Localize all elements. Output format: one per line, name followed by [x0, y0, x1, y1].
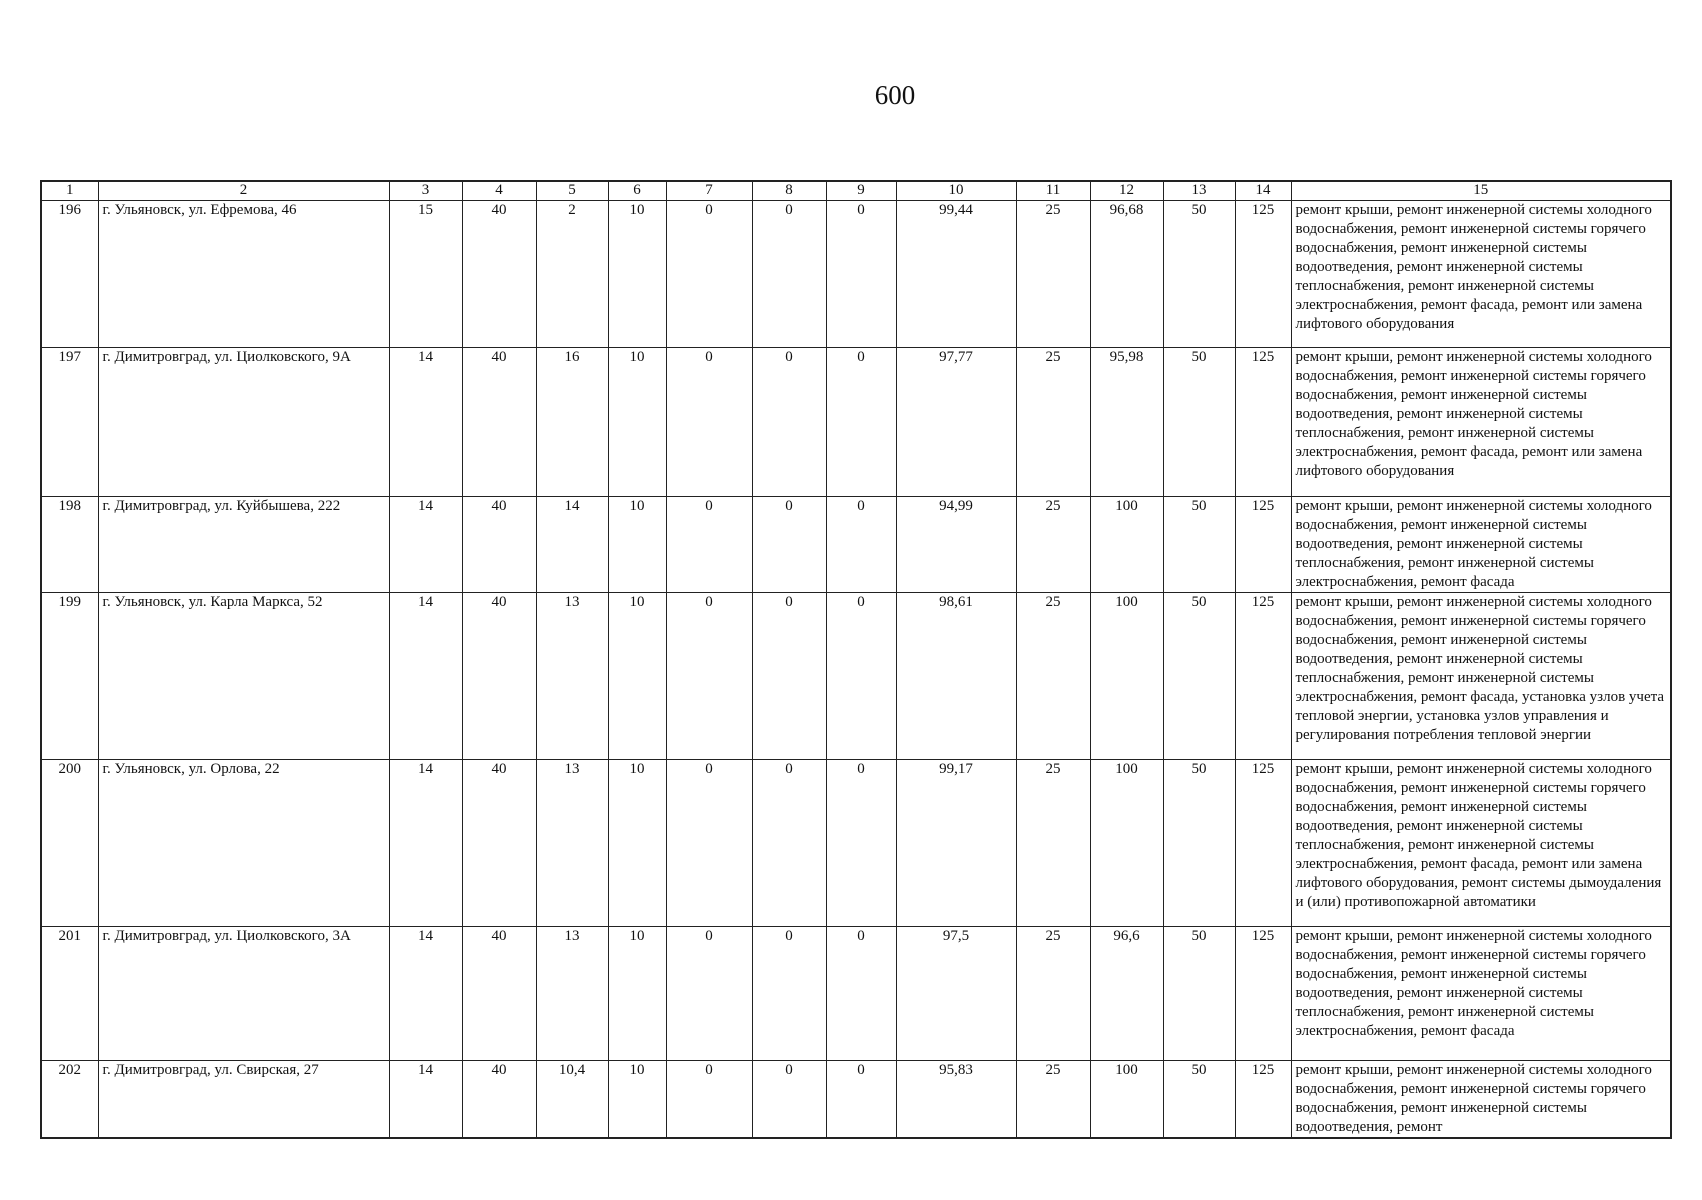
- value-cell: 10: [608, 760, 666, 927]
- value-cell: 0: [826, 593, 896, 760]
- column-header: 8: [752, 181, 826, 201]
- value-cell: 0: [826, 1061, 896, 1139]
- column-header: 14: [1235, 181, 1291, 201]
- value-cell: 50: [1163, 201, 1235, 348]
- table-row: [41, 760, 1671, 927]
- value-cell: 10: [608, 348, 666, 497]
- value-cell: 25: [1016, 760, 1090, 927]
- table-row: [41, 927, 1671, 1061]
- page-number: 600: [874, 80, 916, 110]
- value-cell: 0: [826, 201, 896, 348]
- repair-program-table: [40, 180, 1672, 1139]
- value-cell: 50: [1163, 927, 1235, 1061]
- column-header: 12: [1090, 181, 1163, 201]
- value-cell: 99,17: [896, 760, 1016, 927]
- value-cell: 94,99: [896, 497, 1016, 593]
- value-cell: 14: [389, 760, 462, 927]
- value-cell: 0: [666, 201, 752, 348]
- value-cell: 25: [1016, 1061, 1090, 1139]
- value-cell: 40: [462, 927, 536, 1061]
- value-cell: 14: [389, 497, 462, 593]
- works-list-cell: ремонт крыши, ремонт инженерной системы холодного водоснабжения, ремонт инженерной системы горячего водоснабжения, ремонт инженерной системы водоотведения, ремонт: [1291, 1061, 1671, 1139]
- value-cell: 0: [752, 201, 826, 348]
- row-number-cell: 202: [41, 1061, 98, 1139]
- value-cell: 25: [1016, 201, 1090, 348]
- column-header: 2: [98, 181, 389, 201]
- table-row: [41, 348, 1671, 497]
- value-cell: 50: [1163, 593, 1235, 760]
- value-cell: 25: [1016, 497, 1090, 593]
- value-cell: 10: [608, 593, 666, 760]
- value-cell: 125: [1235, 593, 1291, 760]
- value-cell: 0: [752, 497, 826, 593]
- value-cell: 25: [1016, 348, 1090, 497]
- table-row: [41, 593, 1671, 760]
- value-cell: 14: [389, 593, 462, 760]
- value-cell: 40: [462, 1061, 536, 1139]
- value-cell: 0: [826, 497, 896, 593]
- value-cell: 0: [666, 1061, 752, 1139]
- value-cell: 0: [826, 927, 896, 1061]
- value-cell: 100: [1090, 1061, 1163, 1139]
- column-header: 15: [1291, 181, 1671, 201]
- value-cell: 0: [666, 927, 752, 1061]
- row-number-cell: 199: [41, 593, 98, 760]
- table-row: [41, 497, 1671, 593]
- value-cell: 14: [389, 927, 462, 1061]
- value-cell: 14: [389, 1061, 462, 1139]
- value-cell: 2: [536, 201, 608, 348]
- value-cell: 10,4: [536, 1061, 608, 1139]
- row-number-cell: 200: [41, 760, 98, 927]
- works-list-cell: ремонт крыши, ремонт инженерной системы холодного водоснабжения, ремонт инженерной системы горячего водоснабжения, ремонт инженерной системы водоотведения, ремонт инженерной системы теплоснабжения, ремонт инженерной системы электроснабжения, ремонт фасада, ремонт или замена лифтового оборудования, ремонт системы дымоудаления и (или) противопожарной автоматики: [1291, 760, 1671, 927]
- column-header: 9: [826, 181, 896, 201]
- value-cell: 25: [1016, 593, 1090, 760]
- value-cell: 40: [462, 593, 536, 760]
- value-cell: 96,68: [1090, 201, 1163, 348]
- value-cell: 95,83: [896, 1061, 1016, 1139]
- value-cell: 50: [1163, 497, 1235, 593]
- value-cell: 0: [826, 348, 896, 497]
- value-cell: 125: [1235, 927, 1291, 1061]
- value-cell: 13: [536, 593, 608, 760]
- value-cell: 15: [389, 201, 462, 348]
- address-cell: г. Димитровград, ул. Свирская, 27: [98, 1061, 389, 1139]
- value-cell: 0: [752, 593, 826, 760]
- value-cell: 50: [1163, 1061, 1235, 1139]
- row-number-cell: 196: [41, 201, 98, 348]
- value-cell: 97,5: [896, 927, 1016, 1061]
- value-cell: 16: [536, 348, 608, 497]
- value-cell: 125: [1235, 1061, 1291, 1139]
- value-cell: 98,61: [896, 593, 1016, 760]
- value-cell: 40: [462, 201, 536, 348]
- row-number-cell: 197: [41, 348, 98, 497]
- column-header: 3: [389, 181, 462, 201]
- value-cell: 0: [752, 348, 826, 497]
- table-row: [41, 1061, 1671, 1139]
- row-number-cell: 198: [41, 497, 98, 593]
- column-header: 1: [41, 181, 98, 201]
- works-list-cell: ремонт крыши, ремонт инженерной системы холодного водоснабжения, ремонт инженерной системы горячего водоснабжения, ремонт инженерной системы водоотведения, ремонт инженерной системы теплоснабжения, ремонт инженерной системы электроснабжения, ремонт фасада, установка узлов учета тепловой энергии, установка узлов управления и регулирования потребления тепловой энергии: [1291, 593, 1671, 760]
- value-cell: 0: [666, 593, 752, 760]
- value-cell: 0: [666, 760, 752, 927]
- value-cell: 100: [1090, 760, 1163, 927]
- column-header: 4: [462, 181, 536, 201]
- address-cell: г. Ульяновск, ул. Карла Маркса, 52: [98, 593, 389, 760]
- address-cell: г. Димитровград, ул. Циолковского, 3А: [98, 927, 389, 1061]
- value-cell: 40: [462, 348, 536, 497]
- value-cell: 13: [536, 927, 608, 1061]
- value-cell: 10: [608, 927, 666, 1061]
- value-cell: 0: [752, 1061, 826, 1139]
- column-header: 10: [896, 181, 1016, 201]
- address-cell: г. Ульяновск, ул. Орлова, 22: [98, 760, 389, 927]
- value-cell: 0: [666, 497, 752, 593]
- value-cell: 14: [536, 497, 608, 593]
- column-header: 6: [608, 181, 666, 201]
- table-row: [41, 201, 1671, 348]
- value-cell: 40: [462, 760, 536, 927]
- value-cell: 40: [462, 497, 536, 593]
- works-list-cell: ремонт крыши, ремонт инженерной системы холодного водоснабжения, ремонт инженерной системы горячего водоснабжения, ремонт инженерной системы водоотведения, ремонт инженерной системы теплоснабжения, ремонт инженерной системы электроснабжения, ремонт фасада: [1291, 927, 1671, 1061]
- row-number-cell: 201: [41, 927, 98, 1061]
- address-cell: г. Димитровград, ул. Куйбышева, 222: [98, 497, 389, 593]
- value-cell: 14: [389, 348, 462, 497]
- value-cell: 125: [1235, 497, 1291, 593]
- works-list-cell: ремонт крыши, ремонт инженерной системы холодного водоснабжения, ремонт инженерной системы горячего водоснабжения, ремонт инженерной системы водоотведения, ремонт инженерной системы теплоснабжения, ремонт инженерной системы электроснабжения, ремонт фасада, ремонт или замена лифтового оборудования: [1291, 201, 1671, 348]
- value-cell: 50: [1163, 348, 1235, 497]
- value-cell: 0: [752, 927, 826, 1061]
- value-cell: 97,77: [896, 348, 1016, 497]
- value-cell: 13: [536, 760, 608, 927]
- value-cell: 100: [1090, 497, 1163, 593]
- column-header: 5: [536, 181, 608, 201]
- works-list-cell: ремонт крыши, ремонт инженерной системы холодного водоснабжения, ремонт инженерной системы горячего водоснабжения, ремонт инженерной системы водоотведения, ремонт инженерной системы теплоснабжения, ремонт инженерной системы электроснабжения, ремонт фасада, ремонт или замена лифтового оборудования: [1291, 348, 1671, 497]
- value-cell: 0: [826, 760, 896, 927]
- value-cell: 95,98: [1090, 348, 1163, 497]
- value-cell: 125: [1235, 201, 1291, 348]
- column-header: 11: [1016, 181, 1090, 201]
- value-cell: 125: [1235, 760, 1291, 927]
- value-cell: 10: [608, 497, 666, 593]
- address-cell: г. Димитровград, ул. Циолковского, 9А: [98, 348, 389, 497]
- works-list-cell: ремонт крыши, ремонт инженерной системы холодного водоснабжения, ремонт инженерной системы водоотведения, ремонт инженерной системы теплоснабжения, ремонт инженерной системы электроснабжения, ремонт фасада: [1291, 497, 1671, 593]
- value-cell: 99,44: [896, 201, 1016, 348]
- value-cell: 96,6: [1090, 927, 1163, 1061]
- value-cell: 0: [752, 760, 826, 927]
- value-cell: 100: [1090, 593, 1163, 760]
- column-number-row: [41, 181, 1671, 201]
- column-header: 13: [1163, 181, 1235, 201]
- value-cell: 25: [1016, 927, 1090, 1061]
- address-cell: г. Ульяновск, ул. Ефремова, 46: [98, 201, 389, 348]
- value-cell: 10: [608, 201, 666, 348]
- column-header: 7: [666, 181, 752, 201]
- value-cell: 125: [1235, 348, 1291, 497]
- value-cell: 10: [608, 1061, 666, 1139]
- value-cell: 50: [1163, 760, 1235, 927]
- value-cell: 0: [666, 348, 752, 497]
